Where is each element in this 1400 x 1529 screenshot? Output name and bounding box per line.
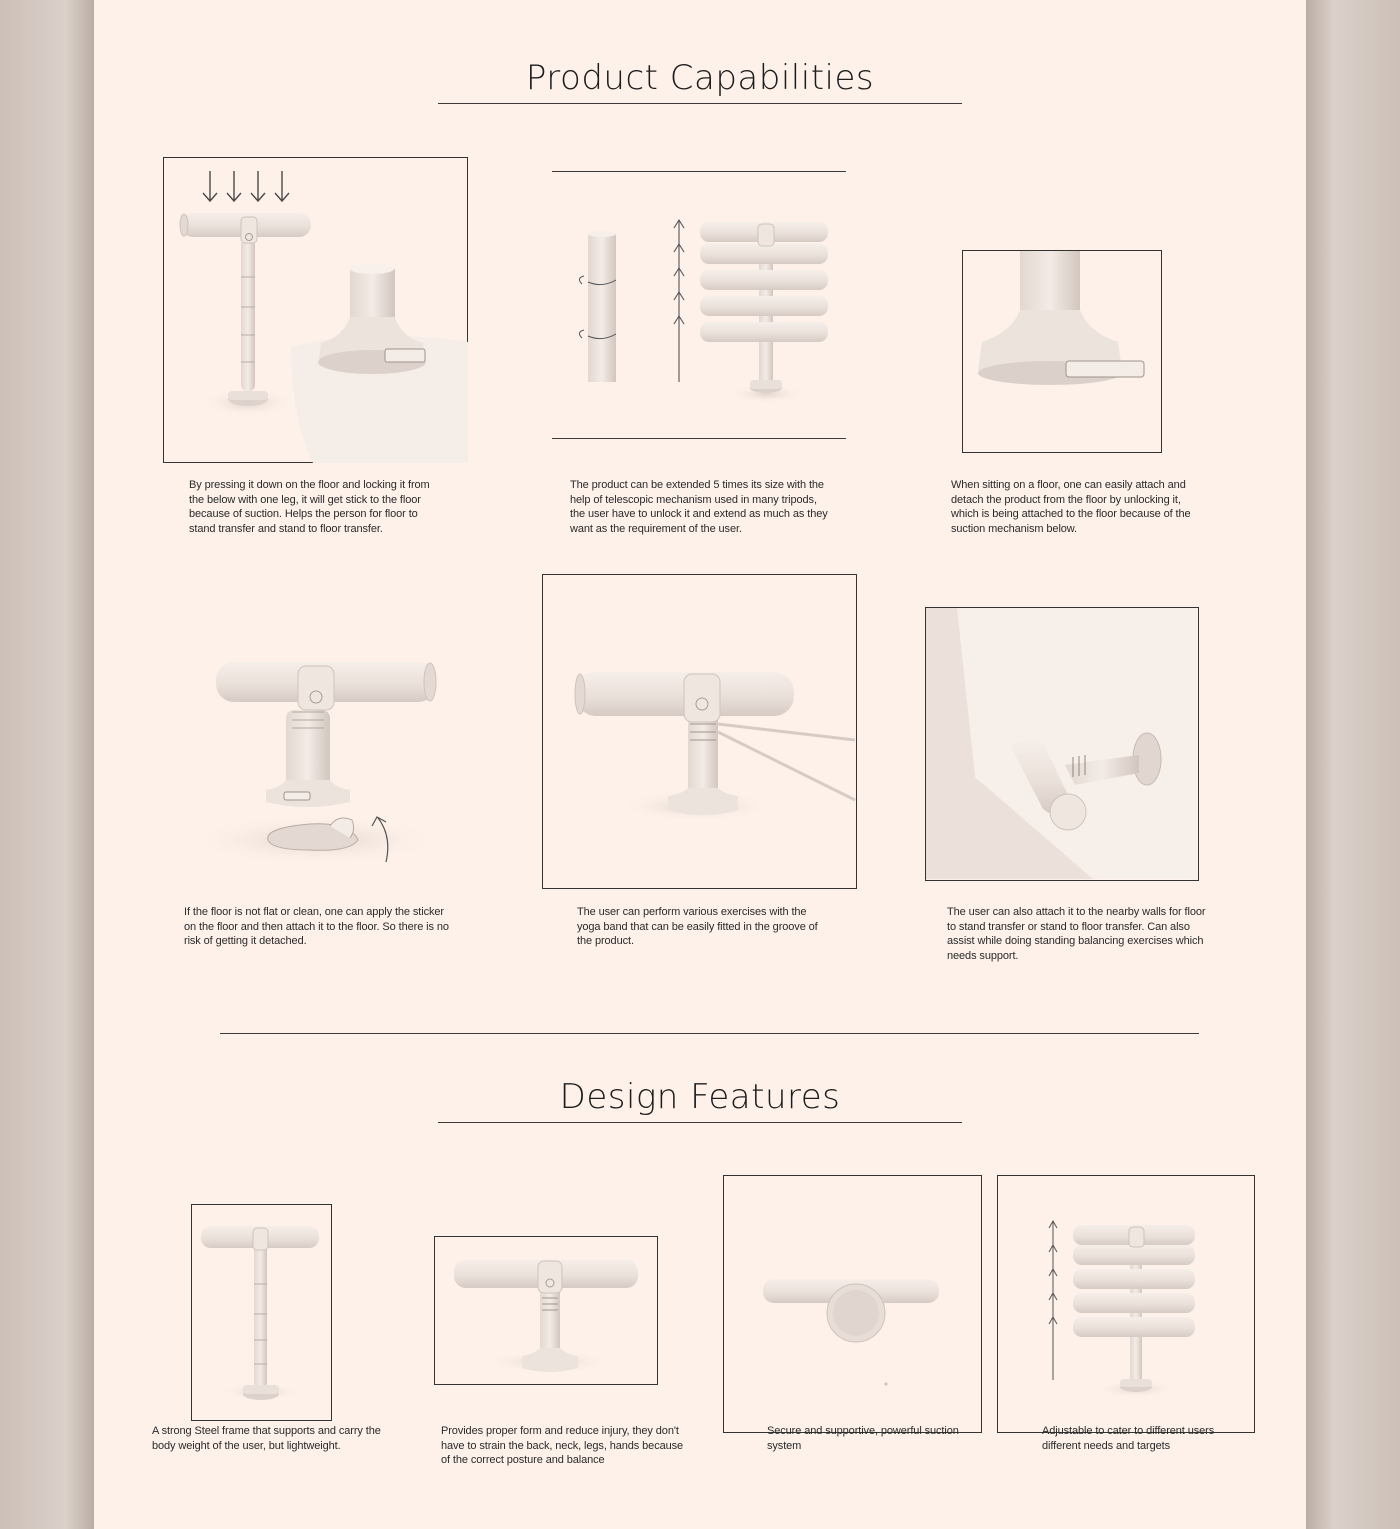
feature-illustration-adjustable [997, 1175, 1255, 1433]
capability-illustration-telescopic [552, 172, 846, 438]
arrow-down-icon [203, 171, 289, 201]
arrow-up-icon [1049, 1221, 1057, 1380]
feature-caption-adjustable: Adjustable to cater to different users different needs and targets [1042, 1425, 1215, 1452]
feature-caption-steel-frame: A strong Steel frame that supports and carry the body weight of the user, but lightweight. [152, 1425, 381, 1452]
capability-caption-yoga-band: The user can perform various exercises with the yoga band that can be easily fitted in the groove of the product. [577, 906, 818, 948]
feature-illustration-posture [434, 1236, 658, 1385]
section-title-features: Design Features [559, 1077, 841, 1117]
right-margin [1306, 0, 1400, 1529]
capability-caption-telescopic: The product can be extended 5 times its size with the help of telescopic mechanism used in many tripods, the user have to unlock it and extend as much as they want as the requirement of the user. [570, 479, 828, 535]
capability-illustration-press-down [163, 157, 468, 463]
capability-caption-sticker: If the floor is not flat or clean, one can apply the sticker on the floor and then attach it to the floor. So there is no risk of getting it detached. [184, 906, 449, 948]
feature-caption-posture: Provides proper form and reduce injury, they don't have to strain the back, neck, legs, hands because of the correct posture and balance [441, 1425, 684, 1467]
arrow-up-icon [674, 220, 684, 382]
capability-caption-wall: The user can also attach it to the nearby walls for floor to stand transfer or stand to floor transfer. Can also assist while doing standing balancing exercises which needs support. [947, 906, 1206, 962]
section-divider [220, 1033, 1199, 1034]
title-underline [438, 103, 962, 104]
panel-bottom-line [552, 438, 846, 439]
capability-illustration-sticker [180, 640, 460, 880]
capability-caption-attach-detach: When sitting on a floor, one can easily attach and detach the product from the floor by unlocking it, which is being attached to the floor because of the suction mechanism below. [951, 479, 1191, 535]
feature-caption-suction: Secure and supportive, powerful suction system [767, 1425, 959, 1452]
title-underline [438, 1122, 962, 1123]
left-margin [0, 0, 94, 1529]
capability-illustration-wall [925, 607, 1199, 881]
capability-illustration-attach-detach [962, 250, 1162, 453]
capability-caption-press-down: By pressing it down on the floor and locking it from the below with one leg, it will get stick to the floor because of suction. Helps the person for floor to stand transfer and stand to floor transfer. [189, 479, 430, 535]
capability-illustration-yoga-band [542, 574, 857, 889]
section-title-capabilities: Product Capabilities [525, 58, 875, 98]
feature-illustration-suction [723, 1175, 982, 1433]
feature-illustration-steel-frame [191, 1204, 332, 1421]
